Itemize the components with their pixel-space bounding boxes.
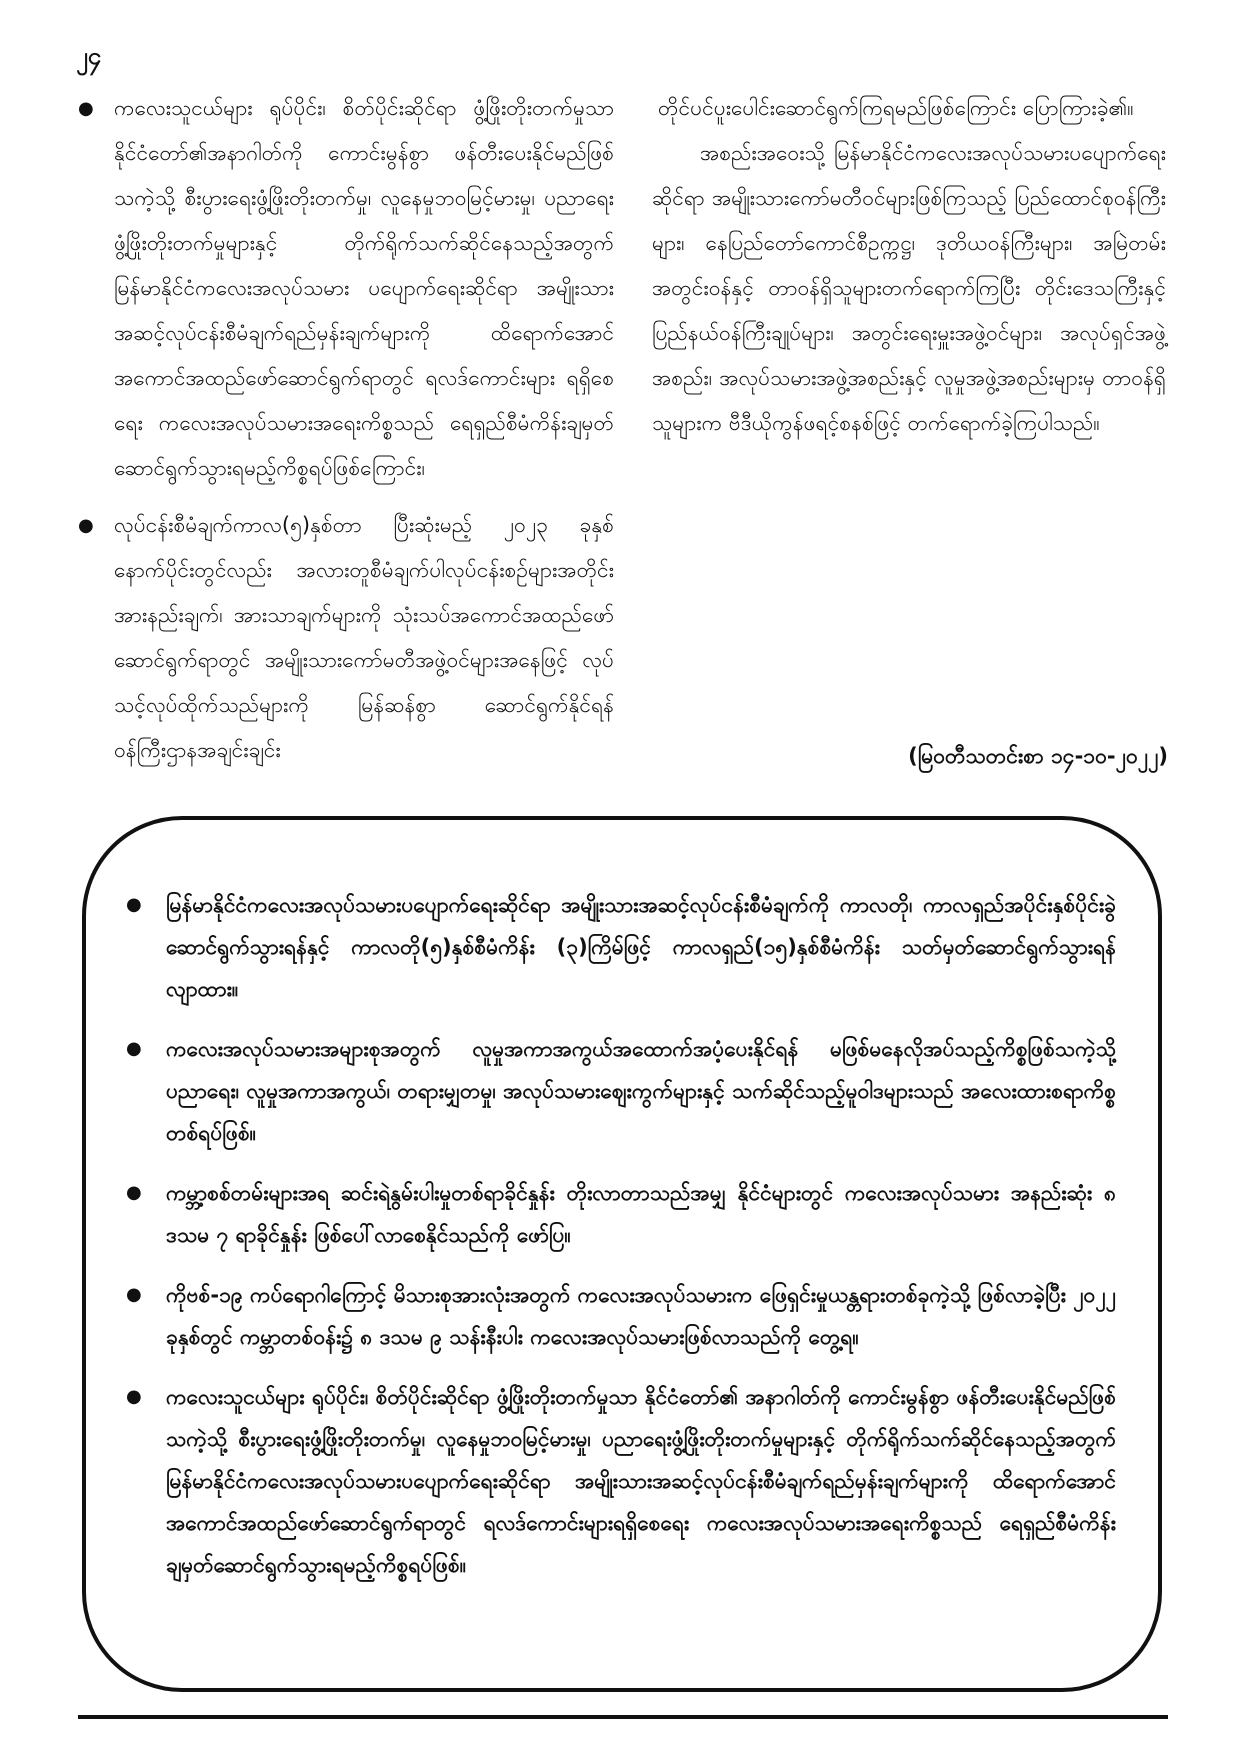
summary-bullet-item: ● ကိုဗစ်-၁၉ ကပ်ရောဂါကြောင့် မိသားစုအားလုံးအတွက် ကလေးအလုပ်သမားက ဖြေရှင်းမှုယန္တရားတစ်ခုကဲ့သို့ ဖြစ်လာခဲ့ပြီး ၂၀၂၂ ခုနှစ်တွင် ကမ္ဘာတစ်ဝန်း၌ ၈ ဒသမ ၉ သန်းနီးပါး ကလေးအလုပ်သမားဖြစ်လာသည်ကို တွေ့ရ။ bbox=[126, 1274, 1116, 1358]
left-bullet-item: ● ကလေးသူငယ်များ ရုပ်ပိုင်း၊ စိတ်ပိုင်းဆိုင်ရာ ဖွံ့ဖြိုးတိုးတက်မှုသာ နိုင်ငံတော်၏အနာဂါတ်ကို ကောင်းမွန်စွာ ဖန်တီးပေးနိုင်မည်ဖြစ်သကဲ့သို့ စီးပွားရေးဖွံ့ဖြိုးတိုးတက်မှု၊ လူနေမှုဘဝမြင့်မားမှု၊ ပညာရေးဖွံ့ဖြိုးတိုးတက်မှုများနှင့် တိုက်ရိုက်သက်ဆိုင်နေသည့်အတွက် မြန်မာနိုင်ငံကလေးအလုပ်သမား ပပျောက်ရေးဆိုင်ရာ အမျိုးသားအဆင့်လုပ်ငန်းစီမံချက်ရည်မှန်းချက်များကို ထိရောက်အောင် အကောင်အထည်ဖော်ဆောင်ရွက်ရာတွင် ရလဒ်ကောင်းများ ရရှိစေရေး ကလေးအလုပ်သမားအရေးကိစ္စသည် ရေရှည်စီမံကိန်းချမှတ်ဆောင်ရွက်သွားရမည့်ကိစ္စရပ်ဖြစ်ကြောင်း၊ bbox=[78, 86, 614, 491]
summary-bullet-item: ● ကမ္ဘာ့စစ်တမ်းများအရ ဆင်းရဲနွမ်းပါးမှုတစ်ရာခိုင်နှုန်း တိုးလာတာသည်အမျှ နိုင်ငံများတွင် ကလေးအလုပ်သမား အနည်းဆုံး ၈ ဒသမ ၇ ရာခိုင်နှုန်း ဖြစ်ပေါ်လာစေနိုင်သည်ကို ဖော်ပြ။ bbox=[126, 1172, 1116, 1256]
attendees-paragraph: အစည်းအဝေးသို့ မြန်မာနိုင်ငံကလေးအလုပ်သမားပပျောက်ရေးဆိုင်ရာ အမျိုးသားကော်မတီဝင်များဖြစ်ကြသည့် ပြည်ထောင်စုဝန်ကြီးများ၊ နေပြည်တော်ကောင်စီဥက္ကဋ္ဌ၊ ဒုတိယဝန်ကြီးများ၊ အမြဲတမ်းအတွင်းဝန်နှင့် တာဝန်ရှိသူများတက်ရောက်ကြပြီး တိုင်းဒေသကြီးနှင့် ပြည်နယ်ဝန်ကြီးချုပ်များ၊ အတွင်းရေးမှူးအဖွဲ့ဝင်များ၊ အလုပ်ရှင်အဖွဲ့အစည်း၊ အလုပ်သမားအဖွဲ့အစည်းနှင့် လူမှုအဖွဲ့အစည်းများမှ တာဝန်ရှိသူများက ဗီဒီယိုကွန်ဖရင့်စနစ်ဖြင့် တက်ရောက်ခဲ့ကြပါသည်။ bbox=[652, 141, 1166, 435]
summary-box bbox=[82, 816, 1162, 1692]
summary-bullet-item: ● ကလေးအလုပ်သမားအများစုအတွက် လူမှုအကာအကွယ်အထောက်အပံ့ပေးနိုင်ရန် မဖြစ်မနေလိုအပ်သည့်ကိစ္စဖြစ်သကဲ့သို့ ပညာရေး၊ လူမှုအကာအကွယ်၊ တရားမျှတမှု၊ အလုပ်သမားဈေးကွက်များနှင့် သက်ဆိုင်သည့်မူဝါဒများသည် အလေးထားစရာကိစ္စတစ်ရပ်ဖြစ်။ bbox=[126, 1028, 1116, 1154]
summary-bullet-list bbox=[126, 884, 1116, 1604]
left-column bbox=[78, 86, 614, 785]
source-citation: (မြဝတီသတင်းစာ ၁၄-၁၀-၂၀၂၂) bbox=[908, 744, 1168, 768]
left-bullet-item: ● လုပ်ငန်းစီမံချက်ကာလ(၅)နှစ်တာ ပြီးဆုံးမည့် ၂၀၂၃ ခုနှစ်နောက်ပိုင်းတွင်လည်း အလားတူစီမံချက်ပါလုပ်ငန်းစဉ်များအတိုင်း အားနည်းချက်၊ အားသာချက်များကို သုံးသပ်အကောင်အထည်ဖော်ဆောင်ရွက်ရာတွင် အမျိုးသားကော်မတီအဖွဲ့ဝင်များအနေဖြင့် လုပ်သင့်လုပ်ထိုက်သည်များကို မြန်ဆန်စွာ ဆောင်ရွက်နိုင်ရန် ဝန်ကြီးဌာနအချင်းချင်း bbox=[78, 503, 614, 773]
right-column bbox=[652, 86, 1166, 446]
footer-rule bbox=[78, 1715, 1168, 1719]
page-number: ၂၄ bbox=[76, 42, 102, 70]
continued-paragraph: တိုင်ပင်ပူးပေါင်းဆောင်ရွက်ကြရမည်ဖြစ်ကြောင်း ပြောကြားခဲ့၏။ bbox=[658, 96, 1134, 120]
summary-bullet-item: ● ကလေးသူငယ်များ ရုပ်ပိုင်း၊ စိတ်ပိုင်းဆိုင်ရာ ဖွံ့ဖြိုးတိုးတက်မှုသာ နိုင်ငံတော်၏ အနာဂါတ်ကို ကောင်းမွန်စွာ ဖန်တီးပေးနိုင်မည်ဖြစ်သကဲ့သို့ စီးပွားရေးဖွံ့ဖြိုးတိုးတက်မှု၊ လူနေမှုဘဝမြင့်မားမှု၊ ပညာရေးဖွံ့ဖြိုးတိုးတက်မှုများနှင့် တိုက်ရိုက်သက်ဆိုင်နေသည့်အတွက် မြန်မာနိုင်ငံကလေးအလုပ်သမားပပျောက်ရေးဆိုင်ရာ အမျိုးသားအဆင့်လုပ်ငန်းစီမံချက်ရည်မှန်းချက်များကို ထိရောက်အောင် အကောင်အထည်ဖော်ဆောင်ရွက်ရာတွင် ရလဒ်ကောင်းများရရှိစေရေး ကလေးအလုပ်သမားအရေးကိစ္စသည် ရေရှည်စီမံကိန်း ချမှတ်ဆောင်ရွက်သွားရမည့်ကိစ္စရပ်ဖြစ်။ bbox=[126, 1376, 1116, 1586]
summary-bullet-item: ● မြန်မာနိုင်ငံကလေးအလုပ်သမားပပျောက်ရေးဆိုင်ရာ အမျိုးသားအဆင့်လုပ်ငန်းစီမံချက်ကို ကာလတို၊ ကာလရှည်အပိုင်းနှစ်ပိုင်းခွဲ ဆောင်ရွက်သွားရန်နှင့် ကာလတို(၅)နှစ်စီမံကိန်း (၃)ကြိမ်ဖြင့် ကာလရှည်(၁၅)နှစ်စီမံကိန်း သတ်မှတ်ဆောင်ရွက်သွားရန် လျာထား။ bbox=[126, 884, 1116, 1010]
left-bullet-list bbox=[78, 86, 614, 773]
